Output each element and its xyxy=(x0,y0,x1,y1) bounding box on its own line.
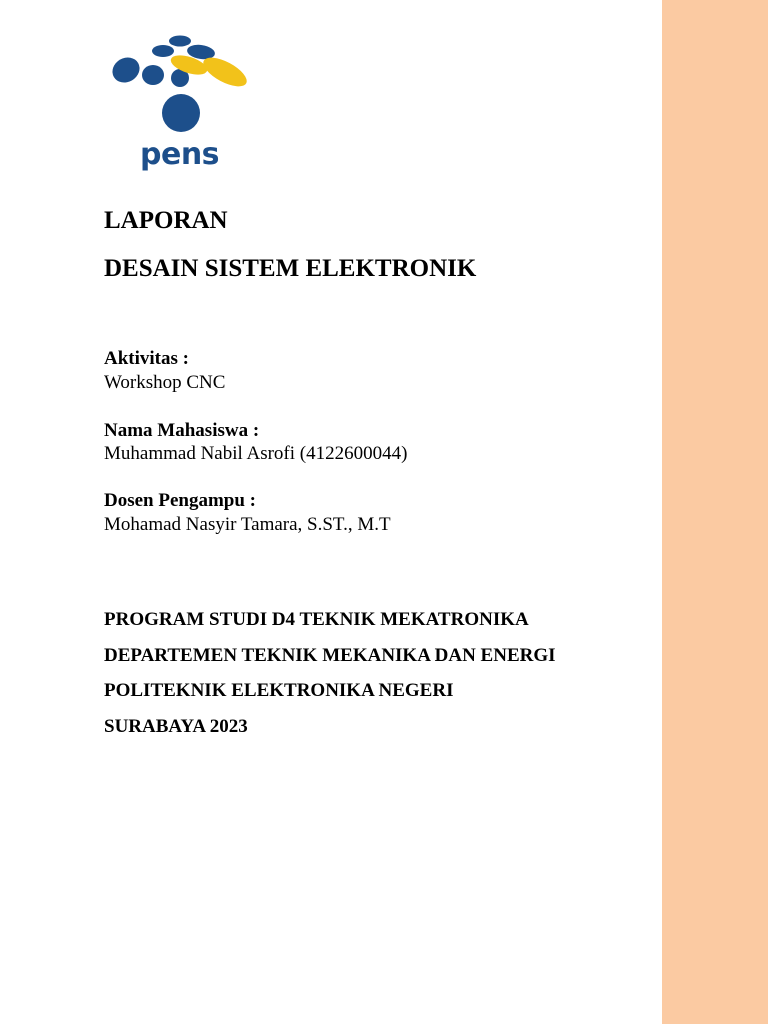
student-value: Muhammad Nabil Asrofi (4122600044) xyxy=(104,443,408,464)
side-color-band xyxy=(662,0,768,1024)
lecturer-value: Mohamad Nasyir Tamara, S.ST., M.T xyxy=(104,514,391,535)
activity-value: Workshop CNC xyxy=(104,372,226,393)
logo-text: pens xyxy=(140,137,220,172)
lecturer-label: Dosen Pengampu : xyxy=(104,490,257,511)
activity-label: Aktivitas : xyxy=(104,348,189,369)
report-title: LAPORAN xyxy=(104,207,228,234)
institution-name: POLITEKNIK ELEKTRONIKA NEGERI xyxy=(104,680,454,701)
student-label: Nama Mahasiswa : xyxy=(104,420,260,441)
city-year: SURABAYA 2023 xyxy=(104,716,248,737)
course-title: DESAIN SISTEM ELEKTRONIK xyxy=(104,255,477,282)
department: DEPARTEMEN TEKNIK MEKANIKA DAN ENERGI xyxy=(104,645,556,666)
pens-logo xyxy=(104,32,256,172)
pens-logo-icon xyxy=(104,32,256,172)
study-program: PROGRAM STUDI D4 TEKNIK MEKATRONIKA xyxy=(104,609,529,630)
